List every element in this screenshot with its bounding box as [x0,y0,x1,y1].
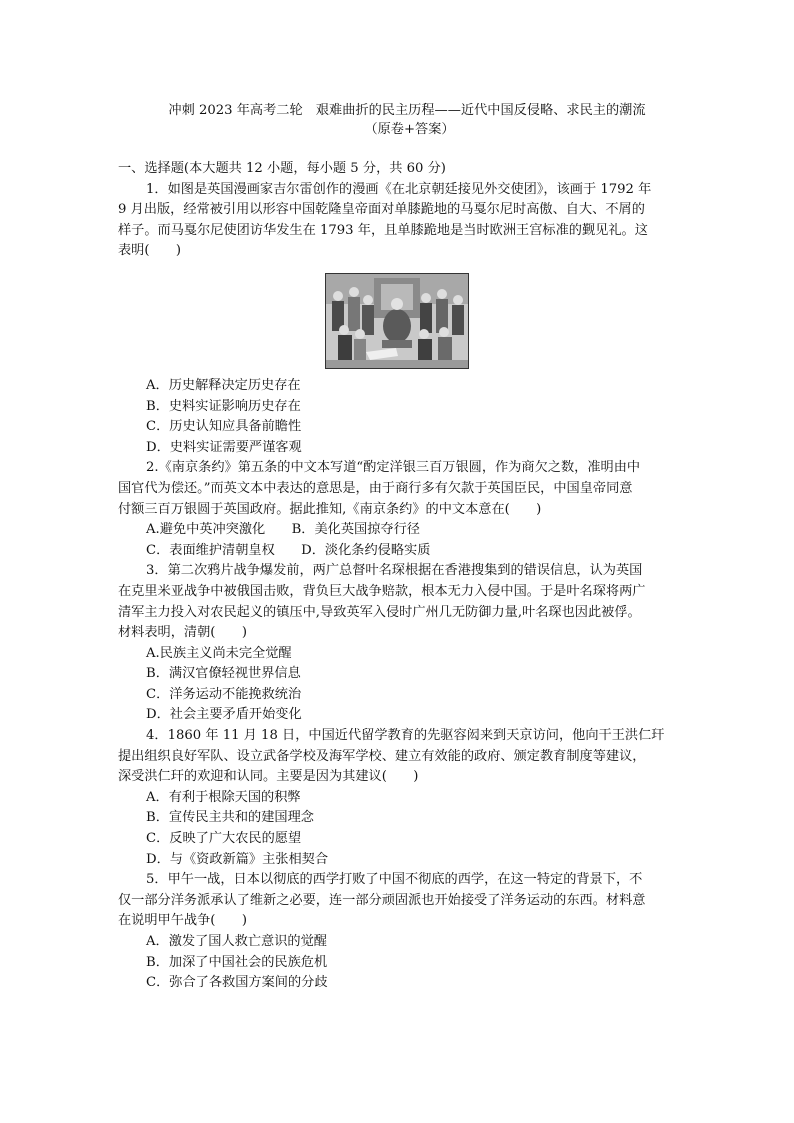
question-stem-line: 深受洪仁玕的欢迎和认同。主要是因为其建议( ) [118,769,419,785]
question-stem-line: 仅一部分洋务派承认了维新之必要，连一部分顽固派也开始接受了洋务运动的东西。材料意 [118,892,646,908]
question-3 [118,561,676,726]
document-subtitle: （原卷+答案） [364,122,455,137]
question-stem-line: 在克里米亚战争中被俄国击败，背负巨大战争赔款，根本无力入侵中国。于是叶名琛将两广 [118,583,646,599]
question-stem-line: 在说明甲午战争( ) [118,913,247,929]
question-stem-line: 2.《南京条约》第五条的中文本写道“酌定洋银三百万银圆，作为商欠之数，准明由中 [146,460,641,476]
option-a: A．激发了国人救亡意识的觉醒 [146,934,327,949]
question-stem-line: 清军主力投入对农民起义的镇压中,导致英军入侵时广州几无防御力量,叶名琛也因此被俘。 [118,604,641,620]
question-stem-line: 样子。而马戛尔尼使团访华发生在 1793 年，且单膝跪地是当时欧洲王宫标准的觐见礼。这 [118,222,648,238]
question-stem-line: 材料表明，清朝( ) [118,625,247,641]
option-b: B．加深了中国社会的民族危机 [146,954,328,970]
option-row-ab: A.避免中英冲突激化 B．美化英国掠夺行径 [146,522,420,538]
option-b: B．满汉官僚轻视世界信息 [146,666,301,682]
document-title: 冲刺 2023 年高考二轮 艰难曲折的民主历程——近代中国反侵略、求民主的潮流 [168,103,646,118]
option-a: A.民族主义尚未完全觉醒 [146,645,292,661]
option-d: D．与《资政新篇》主张相契合 [146,851,329,867]
option-a: A．历史解释决定历史存在 [146,377,301,393]
question-stem-line: 国官代为偿还。”而英文本中表达的意思是，由于商行多有欠款于英国臣民，中国皇帝同意 [118,480,633,496]
document-body [118,159,676,994]
question-1 [118,180,676,459]
option-c: C．弥合了各救国方案间的分歧 [146,975,328,991]
cartoon-illustration [325,273,469,369]
question-4 [118,726,676,870]
question-stem-line: 4．1860 年 11 月 18 日，中国近代留学教育的先驱容闳来到天京访问，他向干王洪仁玕 [146,728,665,744]
question-stem-line: 5．甲午一战，日本以彻底的西学打败了中国不彻底的西学，在这一特定的背景下，不 [146,872,643,888]
question-2 [118,458,676,561]
question-5 [118,870,676,994]
option-c: C．历史认知应具备前瞻性 [146,419,302,435]
option-b: B．史料实证影响历史存在 [146,398,301,414]
option-d: D．社会主要矛盾开始变化 [146,707,302,723]
question-stem-line: 付额三百万银圆于英国政府。据此推知,《南京条约》的中文本意在( ) [118,501,542,517]
question-stem-line: 3．第二次鸦片战争爆发前，两广总督叶名琛根据在香港搜集到的错误信息，认为英国 [146,563,643,579]
section-heading: 一、选择题(本大题共 12 小题，每小题 5 分，共 60 分) [118,161,446,176]
question-stem-line: 表明( ) [118,243,182,259]
option-row-cd: C．表面维护清朝皇权 D．淡化条约侵略实质 [146,542,431,558]
question-stem-line: 提出组织良好军队、设立武备学校及海军学校、建立有效能的政府、颁定教育制度等建议， [118,748,646,764]
question-stem-line: 9 月出版，经常被引用以形容中国乾隆皇帝面对单膝跪地的马戛尔尼时高傲、自大、不屑的 [118,202,645,218]
option-a: A．有利于根除天国的积弊 [146,789,301,805]
option-d: D．史料实证需要严谨客观 [146,439,302,455]
option-c: C．洋务运动不能挽救统治 [146,686,302,702]
option-c: C．反映了广大农民的愿望 [146,831,302,847]
option-b: B．宣传民主共和的建国理念 [146,810,314,826]
question-stem-line: 1．如图是英国漫画家吉尔雷创作的漫画《在北京朝廷接见外交使团》，该画于 1792 年 [146,181,652,197]
